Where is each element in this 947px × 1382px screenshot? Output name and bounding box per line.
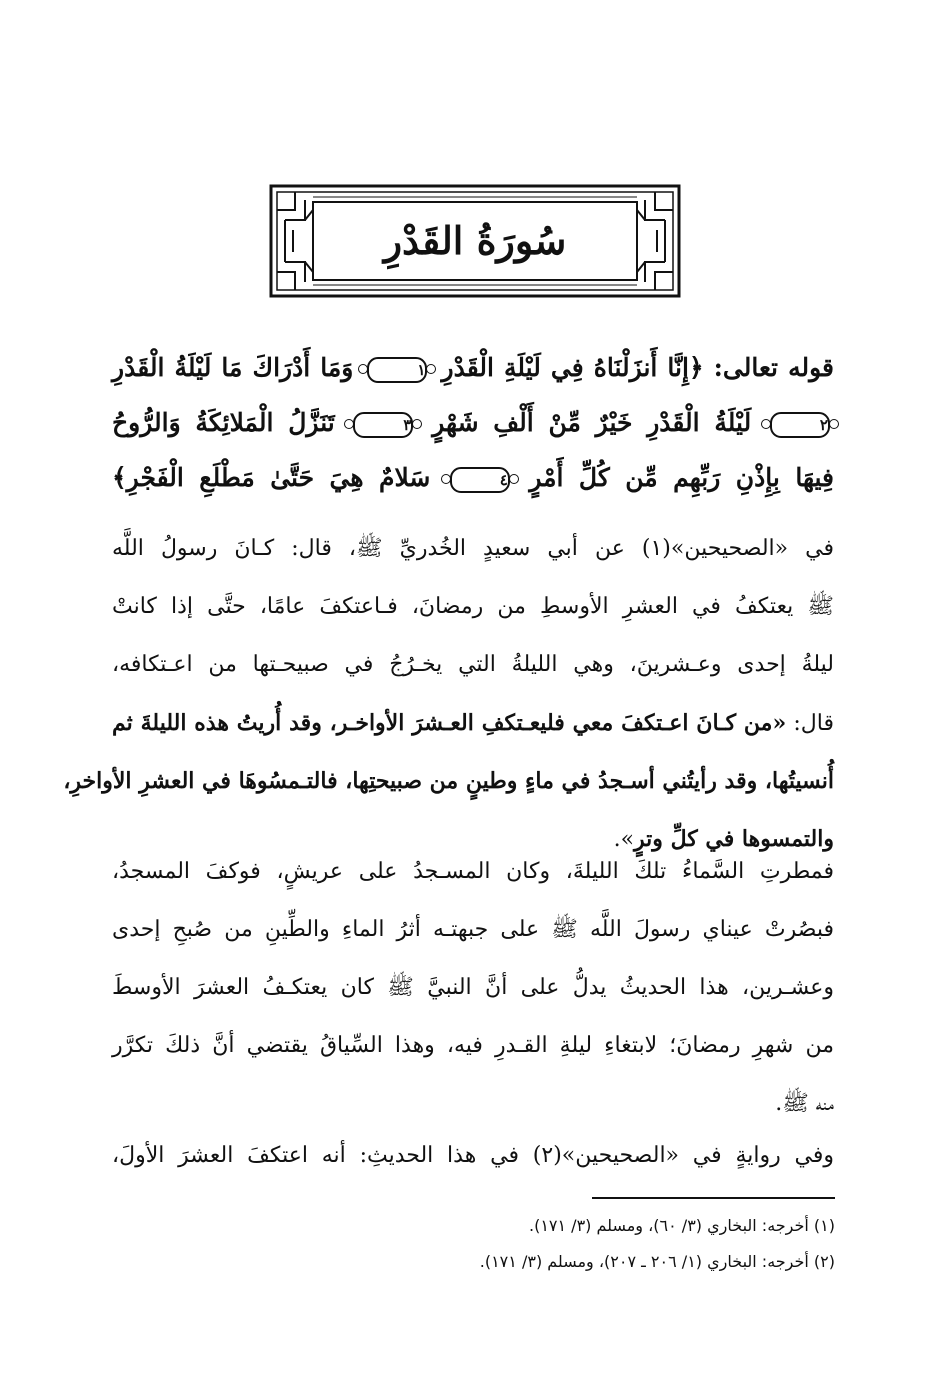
verse-number-marker: ٣	[353, 412, 413, 438]
text-line: فمطرتِ السَّماءُ تلكَ الليلةَ، وكان المسـجدُ على عريشٍ، فوكفَ المسجدُ،	[112, 859, 834, 884]
text-line: من شهرِ رمضانَ؛ لابتغاءِ ليلةِ القـدرِ فيه، وهذا السِّياقُ يقتضي أنَّ ذلكَ تكرَّر	[112, 1033, 834, 1058]
text-span: قال:	[786, 711, 835, 736]
paragraph-commentary	[112, 843, 834, 1133]
verse-number-marker: ٤	[450, 467, 510, 493]
hadith-quote: «من كـانَ اعـتكفَ معي فليعـتكفِ العـشرَ الأواخـر، وقد أُريتُ هذه الليلةَ ثم	[112, 710, 787, 736]
text-line	[112, 694, 834, 752]
text-line: وعشـرين، هذا الحديثُ يدلُّ على أنَّ النبيَّ ﷺ كان يعتكـفُ العشرَ الأوسطَ	[112, 975, 834, 1000]
text-line: منه ﷺ.	[775, 1091, 834, 1116]
verse-number-marker: ٢	[770, 412, 830, 438]
footnotes	[300, 1208, 835, 1280]
paragraph-narration	[112, 1127, 834, 1185]
footnote-2: (٢) أخرجه: البخاري (١/ ٢٠٦ ـ ٢٠٧)، ومسلم (٣/ ١٧١).	[479, 1252, 835, 1271]
verse-text: سَلامٌ هِيَ حَتَّىٰ مَطْلَعِ الْفَجْرِ﴾	[112, 463, 431, 492]
hadith-quote: والتمسوها في كلِّ وترٍ	[634, 826, 834, 852]
text-line: فبصُرتْ عيناي رسولَ اللَّه ﷺ على جبهتـه أثرُ الماءِ والطِّينِ من صُبحِ إحدى	[112, 917, 834, 942]
verse-text: وَمَا أَدْرَاكَ مَا لَيْلَةُ الْقَدْرِ	[112, 353, 354, 382]
text-line: وفي روايةٍ في «الصحيحين»(٢) في هذا الحديثِ: أنه اعتكفَ العشرَ الأولَ،	[112, 1143, 834, 1168]
footnote-1: (١) أخرجه: البخاري (٣/ ٦٠)، ومسلم (٣/ ١٧١).	[528, 1216, 835, 1235]
text-line: ﷺ يعتكفُ في العشرِ الأوسطِ من رمضانَ، فـاعتكفَ عامًا، حتَّى إذا كانتْ	[112, 594, 834, 619]
text-line: ليلةُ إحدى وعـشرينَ، وهي الليلةُ التي يخـرُجُ في صبيحـتها من اعـتكافه،	[112, 652, 834, 677]
paragraph-hadith	[63, 520, 835, 868]
surah-title: سُورَةُ القَدْرِ	[383, 218, 567, 263]
verse-text: لَيْلَةُ الْقَدْرِ خَيْرٌ مِّنْ أَلْفِ شَهْرٍ	[432, 408, 752, 437]
verse-text: قوله تعالى: ﴿إِنَّا أَنزَلْنَاهُ فِي لَيْلَةِ الْقَدْرِ	[441, 353, 834, 382]
surah-title-frame	[265, 180, 685, 302]
verse-line-2	[112, 395, 834, 450]
verse-line-1	[112, 340, 834, 395]
hadith-quote-line: أُنسيتُها، وقد رأيتُني أسـجدُ في ماءٍ وطينٍ من صبيحتِها، فالتـمسُوهَا في العشرِ الأواخرِ،	[63, 768, 834, 794]
verse-text: فِيهَا بِإِذْنِ رَبِّهِم مِّن كُلِّ أَمْرٍ	[529, 463, 834, 492]
verse-block	[112, 340, 834, 505]
verse-number-marker: ١	[367, 357, 427, 383]
verse-line-3	[112, 450, 834, 505]
text-line: في «الصحيحين»(١) عن أبي سعيدٍ الخُدريِّ ﷺ، قال: كـانَ رسولُ اللَّه	[112, 536, 835, 561]
verse-text: تَنَزَّلُ الْمَلائِكَةُ وَالرُّوحُ	[112, 408, 335, 437]
text-span: ».	[613, 827, 635, 852]
footnote-divider	[592, 1197, 835, 1199]
